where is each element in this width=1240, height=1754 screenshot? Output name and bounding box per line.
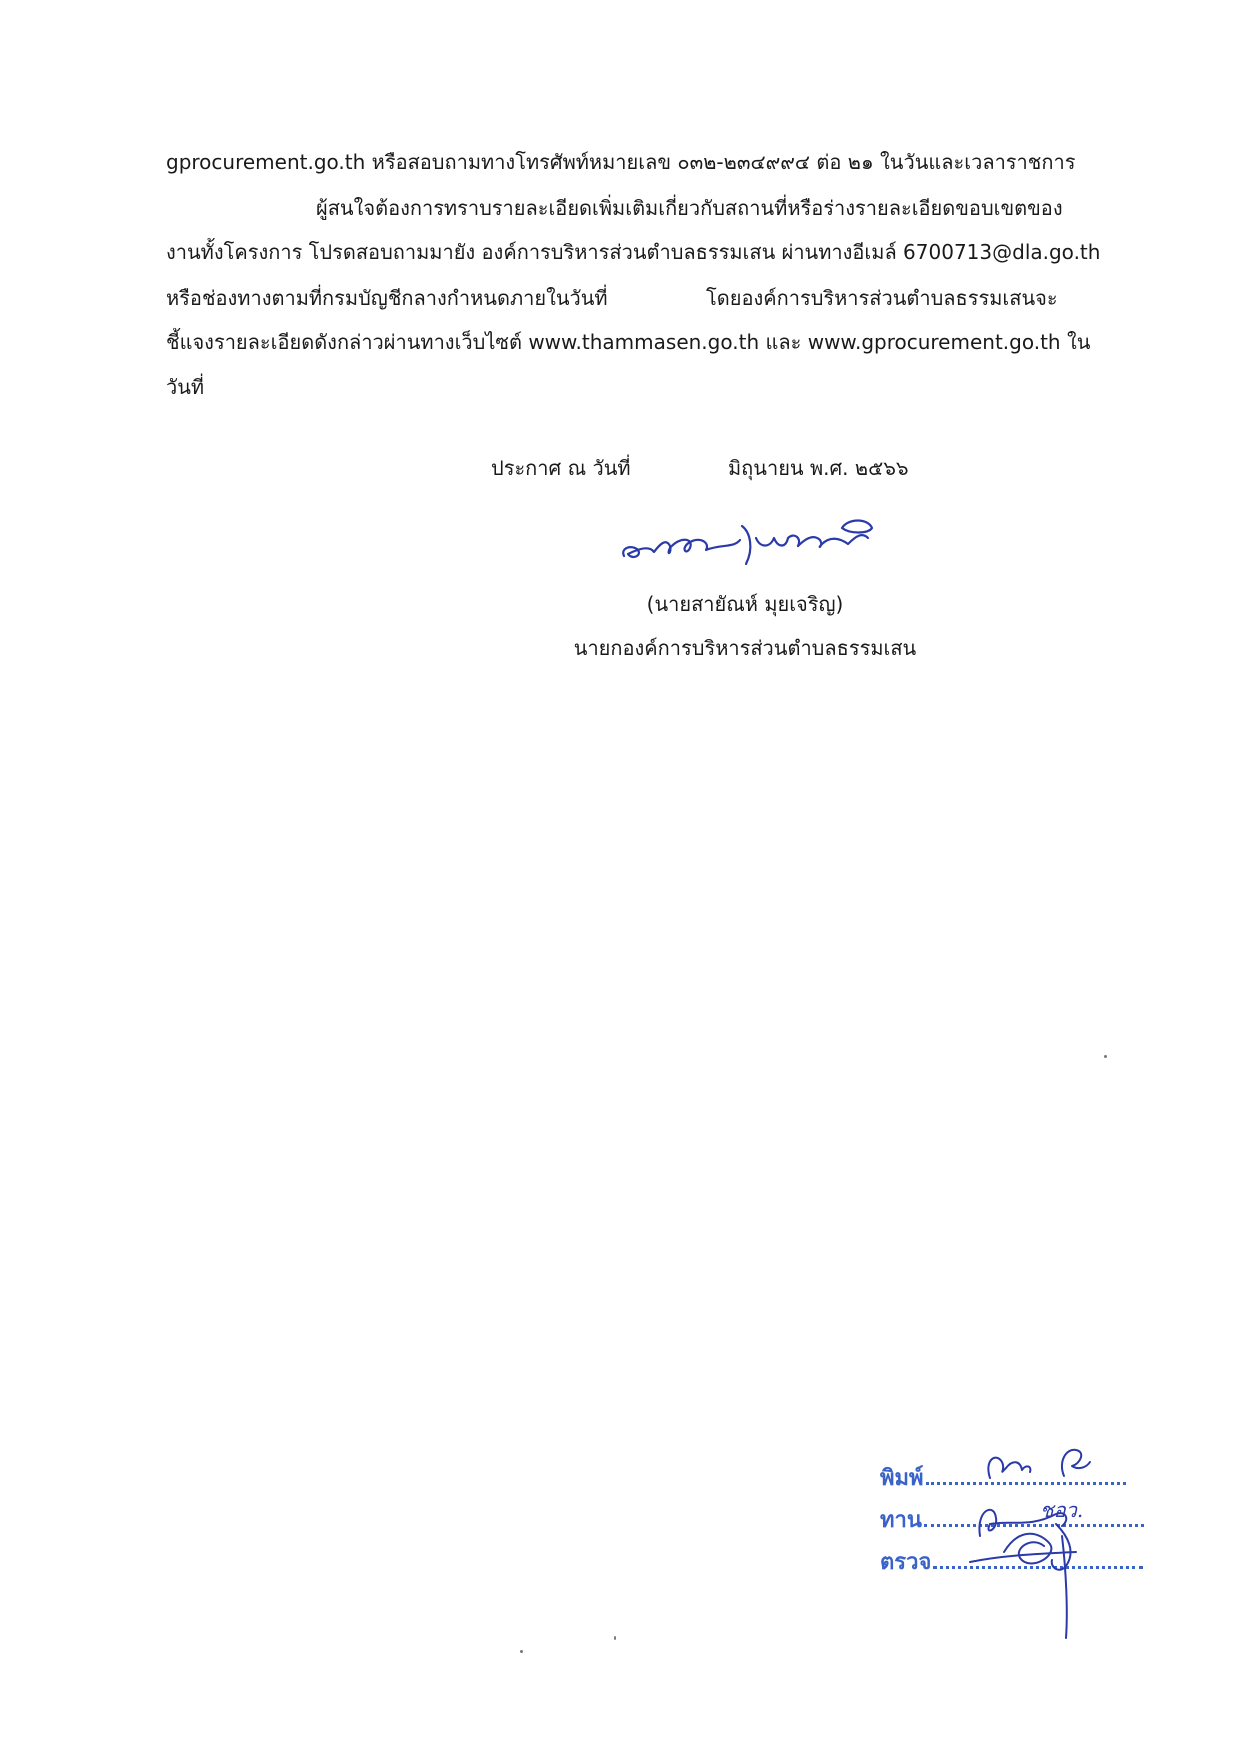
body-line-2: ผู้สนใจต้องการทราบรายละเอียดเพิ่มเติมเกี่ยวกับสถานที่หรือร่างรายละเอียดขอบเขตของ xyxy=(316,196,1063,220)
initials-stamp xyxy=(880,1440,1180,1640)
stamp-label-verified: ตรวจ xyxy=(880,1550,932,1575)
stamp-label-typed: พิมพ์ xyxy=(880,1466,924,1491)
stamp-note: ชอว. xyxy=(1040,1498,1084,1522)
body-line-4a: หรือช่องทางตามที่กรมบัญชีกลางกำหนดภายในวันที่ xyxy=(166,286,608,310)
announcement-prefix: ประกาศ ณ วันที่ xyxy=(491,456,631,480)
handwritten-initials xyxy=(880,1440,1180,1640)
scan-speck xyxy=(520,1650,523,1653)
scan-speck xyxy=(1104,1055,1107,1058)
body-line-3: งานทั้งโครงการ โปรดสอบถามมายัง องค์การบริหารส่วนตำบลธรรมเสน ผ่านทางอีเมล์ 6700713@dla.go.th xyxy=(166,240,1101,264)
signatory-position: นายกองค์การบริหารส่วนตำบลธรรมเสน xyxy=(573,636,917,660)
handwritten-signature xyxy=(610,508,880,578)
scan-speck xyxy=(614,1636,616,1640)
signatory-name: (นายสายัณห์ มุยเจริญ) xyxy=(646,592,844,616)
body-line-6: วันที่ xyxy=(166,375,205,399)
body-line-5: ชี้แจงรายละเอียดดังกล่าวผ่านทางเว็บไซต์ www.thammasen.go.th และ www.gprocurement.go.th ใน xyxy=(166,330,1091,354)
body-line-1: gprocurement.go.th หรือสอบถามทางโทรศัพท์หมายเลข ๐๓๒-๒๓๔๙๙๔ ต่อ ๒๑ ในวันและเวลาราชการ xyxy=(166,150,1076,174)
body-line-4b: โดยองค์การบริหารส่วนตำบลธรรมเสนจะ xyxy=(706,286,1058,310)
announcement-date: มิถุนายน พ.ศ. ๒๕๖๖ xyxy=(728,456,909,480)
stamp-label-checked: ทาน xyxy=(880,1508,922,1533)
